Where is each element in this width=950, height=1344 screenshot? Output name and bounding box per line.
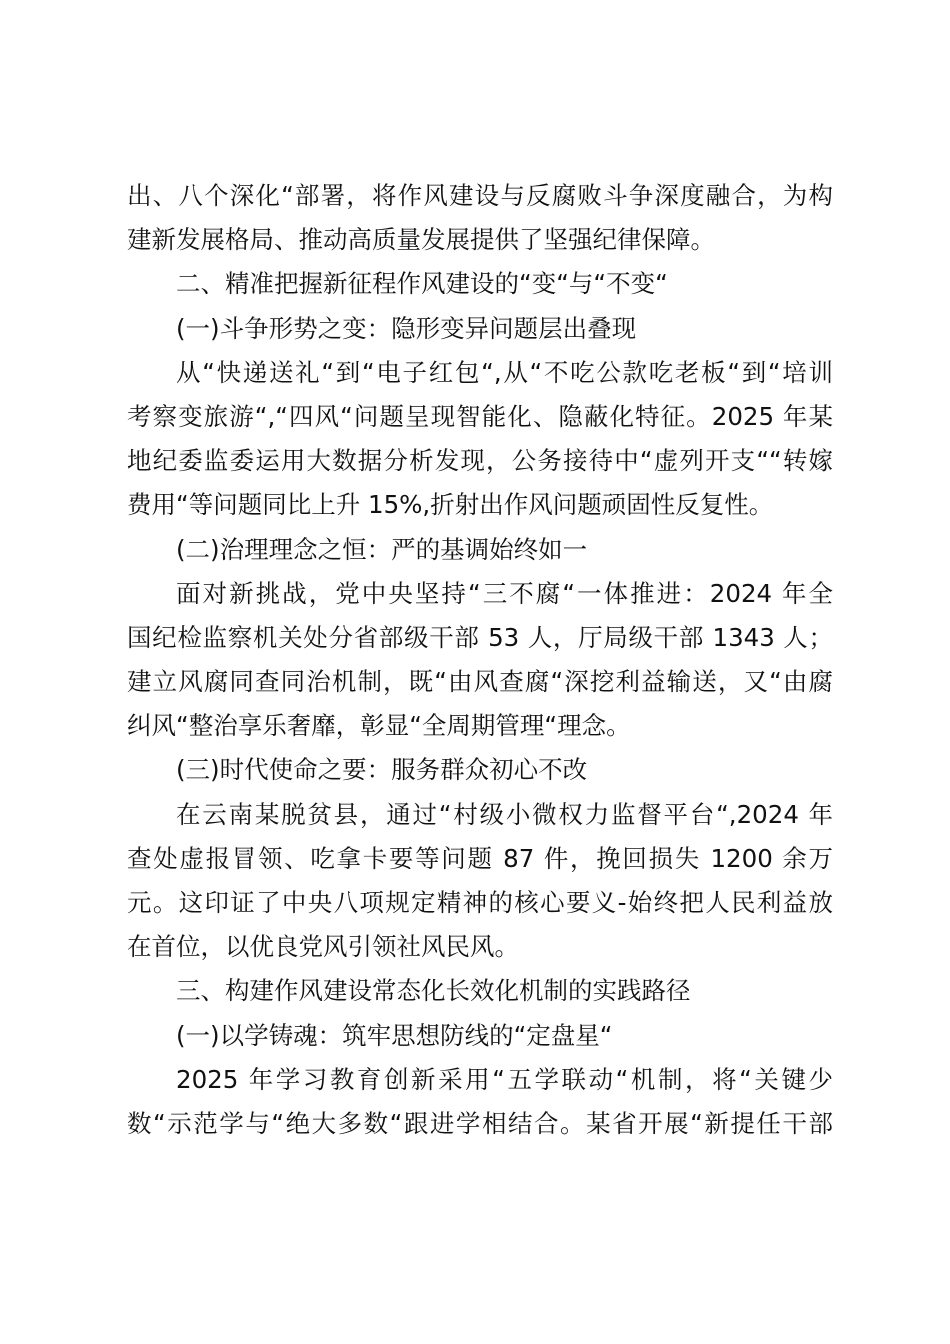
text-line: 建立风腐同查同治机制，既“由风查腐“深挖利益输送，又“由腐 xyxy=(127,667,833,697)
text-line: 地纪委监委运用大数据分析发现，公务接待中“虚列开支““转嫁 xyxy=(127,446,833,476)
text-line: 元。这印证了中央八项规定精神的核心要义-始终把人民利益放 xyxy=(127,888,833,917)
text-line: 三、构建作风建设常态化长效化机制的实践路径 xyxy=(176,976,691,1006)
text-line: 查处虚报冒领、吃拿卡要等问题 87 件，挽回损失 1200 余万 xyxy=(127,843,833,873)
paragraph xyxy=(127,793,833,970)
text-line: 费用“等问题同比上升 15%,折射出作风问题顽固性反复性。 xyxy=(127,490,774,520)
text-line: 在首位，以优良党风引领社风民风。 xyxy=(127,932,519,962)
text-line: 纠风“整治享乐奢靡，彰显“全周期管理“理念。 xyxy=(127,711,631,741)
body-text xyxy=(127,174,833,1146)
text-line: 2025 年学习教育创新采用“五学联动“机制，将“关键少 xyxy=(176,1064,833,1094)
paragraph xyxy=(127,1058,833,1146)
section-heading xyxy=(127,969,833,1013)
text-line: 数“示范学与“绝大多数“跟进学相结合。某省开展“新提任干部 xyxy=(127,1108,833,1138)
text-line: 在云南某脱贫县，通过“村级小微权力监督平台“,2024 年 xyxy=(176,799,833,829)
text-line: (一)斗争形势之变：隐形变异问题层出叠现 xyxy=(176,313,637,343)
text-line: 国纪检监察机关处分省部级干部 53 人，厅局级干部 1343 人； xyxy=(127,622,833,652)
paragraph xyxy=(127,351,833,528)
text-line: 从“快递送礼“到“电子红包“,从“不吃公款吃老板“到“培训 xyxy=(176,357,833,387)
text-line: 建新发展格局、推动高质量发展提供了坚强纪律保障。 xyxy=(127,225,715,255)
section-heading xyxy=(127,1014,833,1058)
paragraph xyxy=(127,174,833,262)
text-line: 二、精准把握新征程作风建设的“变“与“不变“ xyxy=(176,269,668,299)
section-heading xyxy=(127,528,833,572)
text-line: 出、八个深化“部署，将作风建设与反腐败斗争深度融合，为构 xyxy=(127,181,833,210)
text-line: 考察变旅游“,“四风“问题呈现智能化、隐蔽化特征。2025 年某 xyxy=(127,401,833,431)
text-line: (三)时代使命之要：服务群众初心不改 xyxy=(176,755,588,785)
paragraph xyxy=(127,572,833,749)
section-heading xyxy=(127,748,833,792)
text-line: (一)以学铸魂：筑牢思想防线的“定盘星“ xyxy=(176,1020,613,1050)
text-line: (二)治理理念之恒：严的基调始终如一 xyxy=(176,534,588,564)
section-heading xyxy=(127,307,833,351)
text-line: 面对新挑战，党中央坚持“三不腐“一体推进：2024 年全 xyxy=(176,578,833,608)
section-heading xyxy=(127,262,833,306)
